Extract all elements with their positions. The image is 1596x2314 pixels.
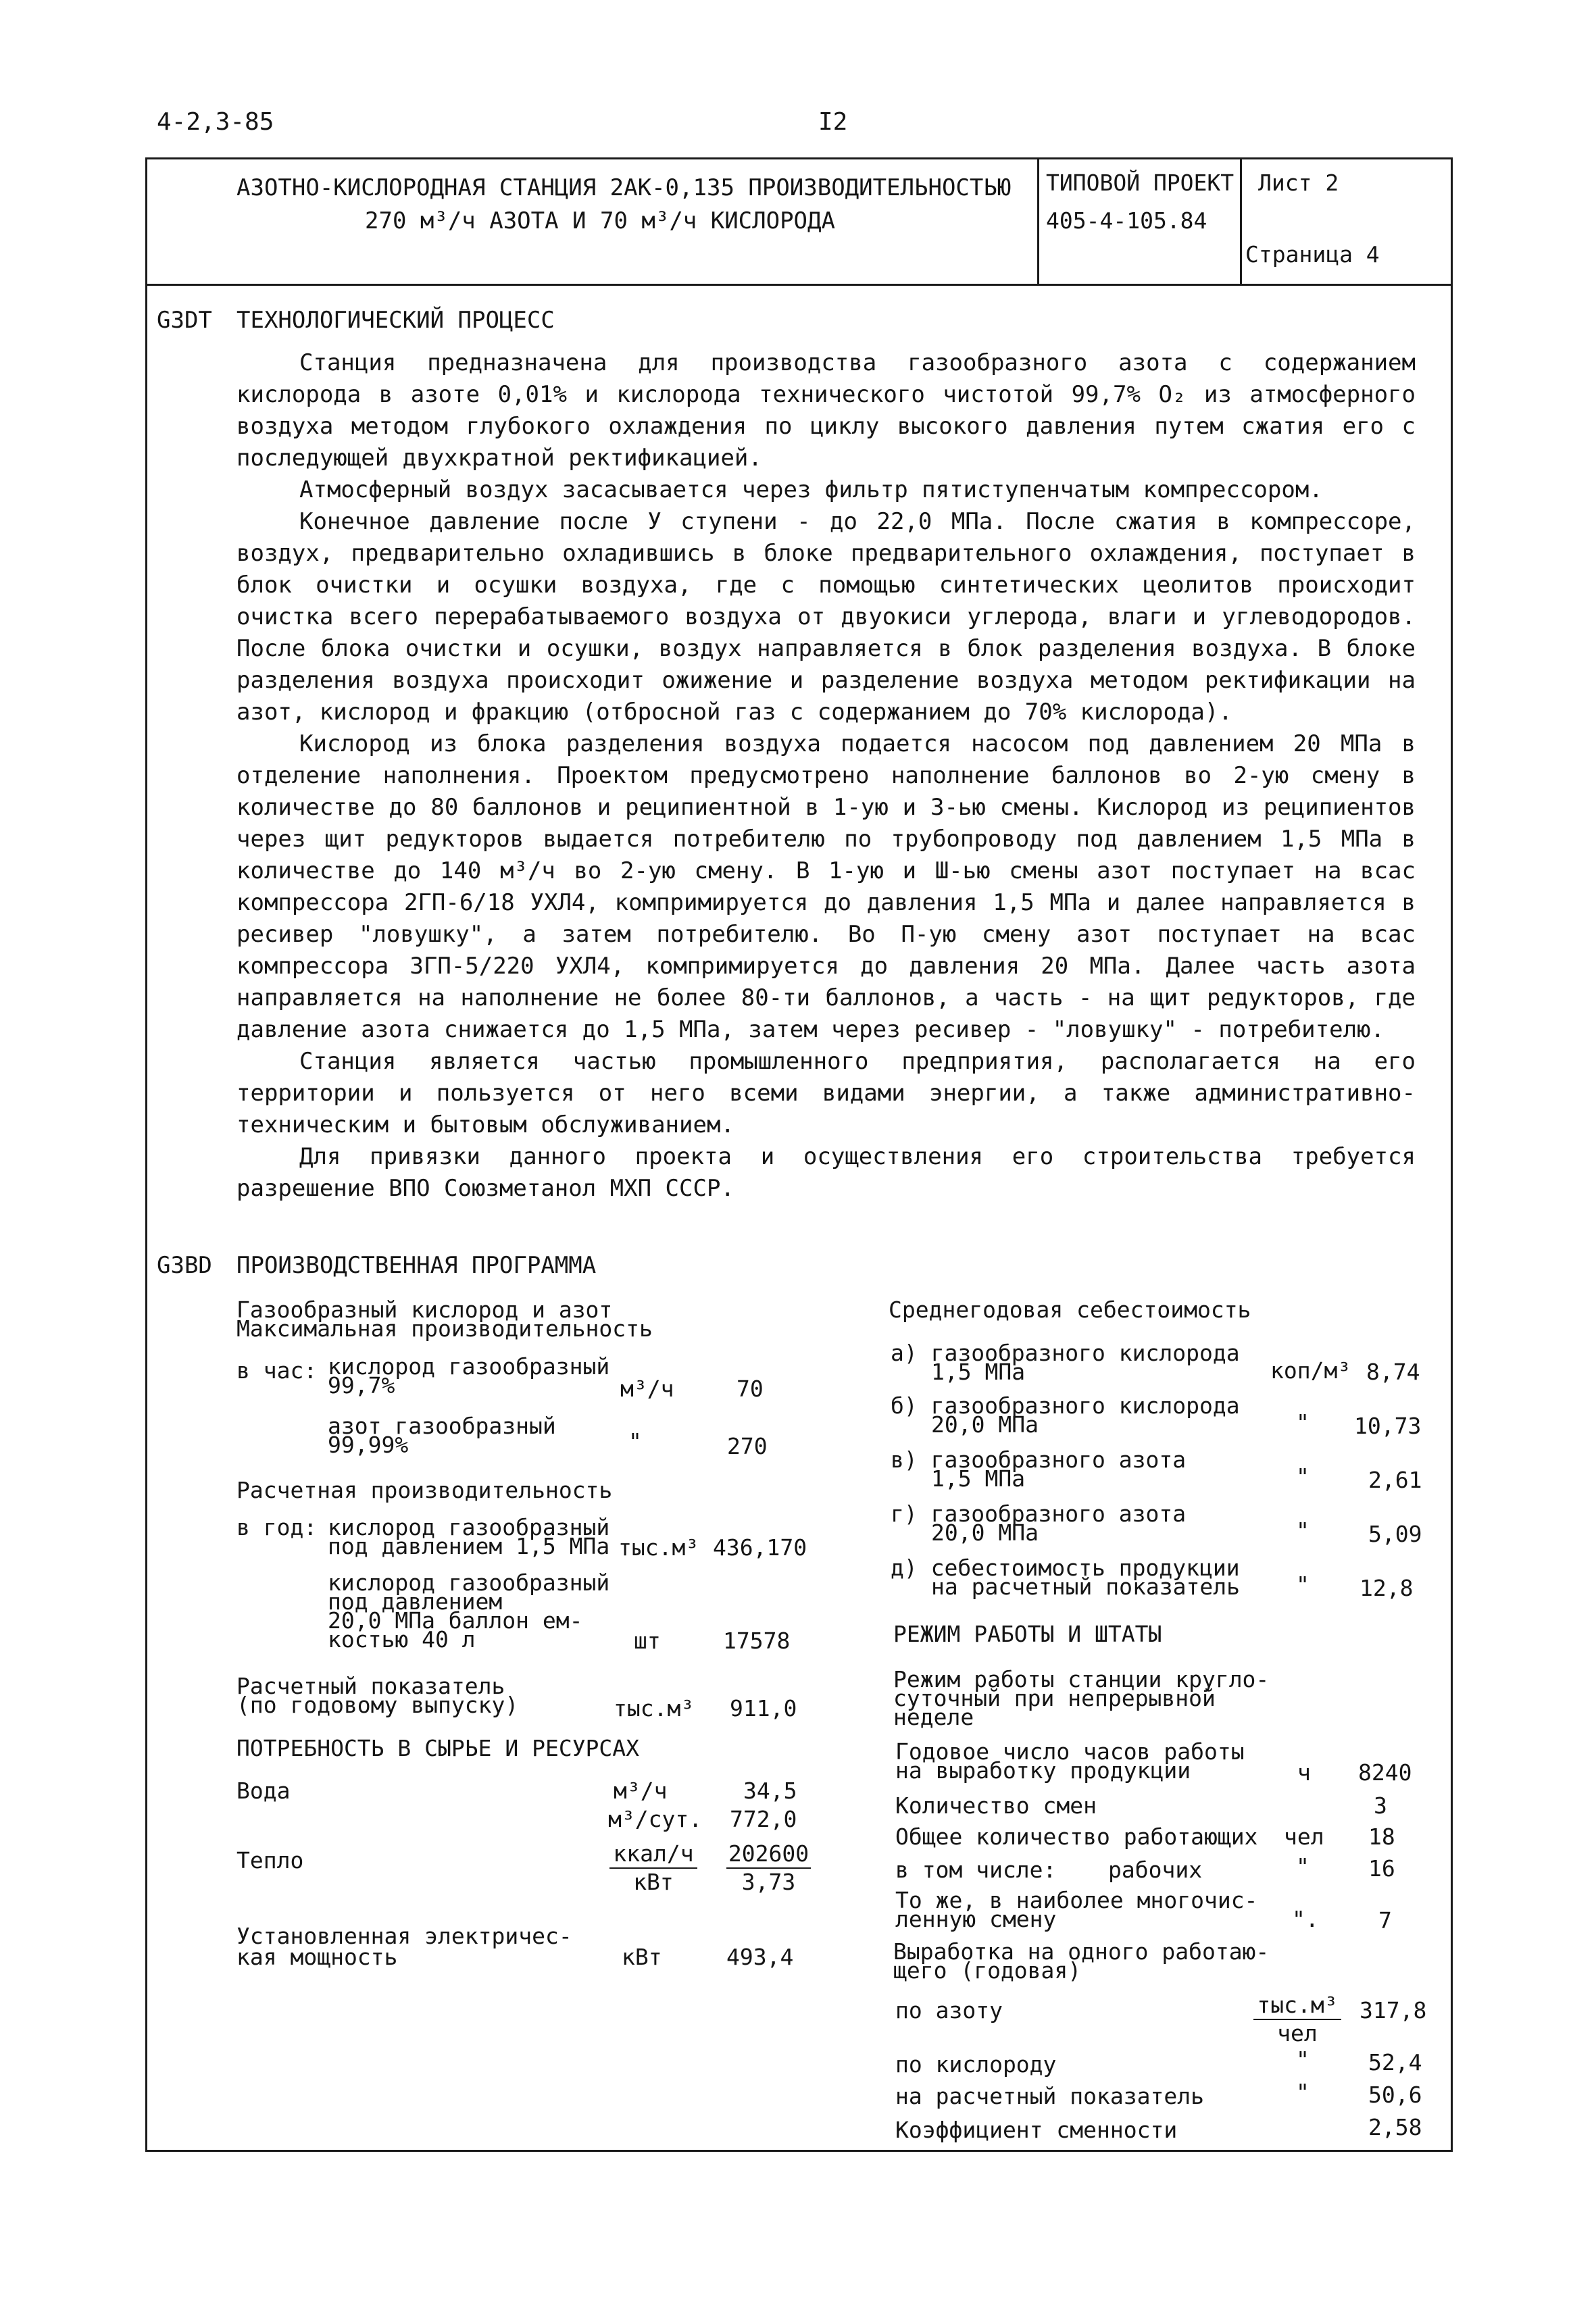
water-value-hour: 34,5 [743, 1778, 797, 1804]
title-block-divider-2 [1240, 157, 1242, 284]
document-title-line2: 270 м³/ч АЗОТА И 70 м³/ч КИСЛОРОДА [365, 207, 835, 234]
including-label: в том числе: [895, 1857, 1057, 1883]
per-year-prefix: в год: [236, 1514, 318, 1540]
cost-a-label-2: 1,5 МПа [931, 1359, 1026, 1385]
cost-b-label-2: 20,0 МПа [931, 1411, 1039, 1438]
hours-value: 8240 [1358, 1759, 1412, 1786]
output-n2-label: по азоту [895, 1997, 1003, 2023]
power-unit: кВт [622, 1944, 662, 1970]
o2-year-value: 436,170 [713, 1534, 807, 1561]
n2-hour-value: 270 [727, 1433, 768, 1459]
output-n2-unit [1253, 1992, 1341, 2047]
cost-a-value: 8,74 [1366, 1359, 1420, 1385]
cost-d-label-2: на расчетный показатель [931, 1574, 1240, 1600]
cost-v-label-2: 1,5 МПа [931, 1465, 1026, 1492]
tech-paragraph-1: Станция предназначена для производства газообразного азота с содержанием кислорода в азоте 0,01% и кислорода технического чистотой 99,7% O₂ из атмосферного воздуха методом глубокого охлаждения по циклу высокого давления путем сжатия его с последующей двухкратной ректификацией. [236, 349, 1416, 472]
tech-paragraph-6: Для привязки данного проекта и осуществления его строительства требуется разрешение ВПО Союзметанол МХП СССР. [236, 1143, 1416, 1202]
document-code: 4-2,3-85 [157, 108, 274, 136]
cost-g-unit: " [1296, 1517, 1310, 1544]
resources-heading: ПОТРЕБНОСТЬ В СЫРЬЕ И РЕСУРСАХ [236, 1735, 640, 1761]
cost-d-label-1: д) себестоимость продукции [891, 1555, 1240, 1581]
o2-cylinder-value: 17578 [723, 1628, 791, 1654]
cost-v-label-1: в) газообразного азота [891, 1447, 1187, 1473]
o2-cylinder-label-2: под давлением [328, 1588, 503, 1615]
n2-hour-label-1: азот газообразный [328, 1413, 556, 1439]
title-block-divider-1 [1037, 157, 1039, 284]
o2-cylinder-label-4: костью 40 л [328, 1626, 476, 1653]
o2-hour-value: 70 [737, 1376, 764, 1402]
work-mode-heading: РЕЖИМ РАБОТЫ И ШТАТЫ [893, 1621, 1162, 1647]
document-title-line1: АЗОТНО-КИСЛОРОДНАЯ СТАНЦИЯ 2АК-0,135 ПРОИЗВОДИТЕЛЬНОСТЬЮ [236, 174, 1012, 201]
cost-a-unit: коп/м³ [1270, 1357, 1351, 1384]
cost-d-value: 12,8 [1360, 1575, 1414, 1601]
cost-b-unit: " [1296, 1409, 1310, 1436]
o2-year-label-1: кислород газообразный [328, 1514, 610, 1540]
tech-paragraph-3: Конечное давление после У ступени - до 22,0 МПа. После сжатия в компрессоре, воздух, предварительно охладившись в блоке предварительного охлаждения, поступает в блок очистки и осушки воздуха, где с помощью синтетических цеолитов происходит очистка всего перерабатываемого воздуха от двуокиси углерода, влаги и углеводородов. После блока очистки и осушки, воздух направляется в блок разделения воздуха. В блоке разделения воздуха происходит ожижение и разделение воздуха методом ректификации на азот, кислород и фракцию (отбросной газ с содержанием до 70% кислорода). [236, 508, 1416, 726]
water-unit-hour: м³/ч [614, 1778, 668, 1804]
max-shift-label-1: То же, в наиболее многочис- [895, 1887, 1258, 1913]
output-label-2: щего (годовая) [893, 1957, 1082, 1984]
cost-a-label-1: а) газообразного кислорода [891, 1340, 1240, 1366]
heat-value-kcal: 202600 [726, 1840, 811, 1869]
output-n2-unit-bottom: чел [1277, 2020, 1318, 2046]
gas-heading: Газообразный кислород и азот [236, 1297, 613, 1323]
o2-hour-unit: м³/ч [620, 1376, 674, 1402]
water-label: Вода [236, 1778, 291, 1804]
o2-hour-label-1: кислород газообразный [328, 1353, 610, 1380]
per-hour-prefix: в час: [236, 1357, 318, 1384]
heat-unit-top: ккал/ч [609, 1840, 697, 1869]
tech-paragraph-5: Станция является частью промышленного предприятия, располагается на его территории и пользуется от него всеми видами энергии, а также административно-техническим и бытовым обслуживанием. [236, 1048, 1416, 1138]
water-unit-day: м³/сут. [608, 1806, 703, 1832]
water-value-day: 772,0 [730, 1806, 797, 1832]
cost-g-label-1: г) газообразного азота [891, 1501, 1187, 1527]
project-label: ТИПОВОЙ ПРОЕКТ [1046, 170, 1235, 196]
output-n2-value: 317,8 [1360, 1997, 1427, 2023]
work-mode-line-1: Режим работы станции кругло- [893, 1666, 1270, 1692]
o2-year-label-2: под давлением 1,5 МПа [328, 1533, 610, 1559]
cost-b-value: 10,73 [1354, 1413, 1422, 1439]
output-calc-label: на расчетный показатель [895, 2083, 1204, 2109]
heat-label: Тепло [236, 1847, 304, 1873]
shift-coef-label: Коэффициент сменности [895, 2117, 1178, 2143]
tech-paragraph-4: Кислород из блока разделения воздуха подается насосом под давлением 20 МПа в отделение наполнения. Проектом предусмотрено наполнение баллонов во 2-ую смену в количестве до 80 баллонов и реципиентной в 1-ую и 3-ью смены. Кислород из реципиентов через щит редукторов выдается потребителю по трубопроводу под давлением 1,5 МПа в количестве до 140 м³/ч во 2-ую смену. В 1-ую и Ш-ью смены азот поступает на всас компрессора 2ГП-6/18 УХЛ4, компримируется до давления 1,5 МПа и далее направляется в ресивер "ловушку", а затем потребителю. Во П-ую смену азот поступает на всас компрессора 3ГП-5/220 УХЛ4, компримируется до давления 20 МПа. Далее часть азота направляется на наполнение не более 80-ти баллонов, а часть - на щит редукторов, где давление азота снижается до 1,5 МПа, затем через ресивер - "ловушку" - потребителю. [236, 730, 1416, 1043]
indicator-label-1: Расчетный показатель [236, 1673, 505, 1699]
indicator-value: 911,0 [730, 1695, 797, 1721]
title-block-bottom-line [145, 284, 1453, 286]
indicator-label-2: (по годовому выпуску) [236, 1692, 519, 1718]
sheet-number: Лист 2 [1258, 170, 1339, 196]
staff-label: Общее количество работающих [895, 1823, 1258, 1850]
max-shift-value: 7 [1378, 1907, 1392, 1934]
output-calc-value: 50,6 [1368, 2082, 1422, 2108]
hours-unit: ч [1297, 1759, 1311, 1786]
work-mode-line-3: неделе [893, 1704, 974, 1730]
cost-g-label-2: 20,0 МПа [931, 1519, 1039, 1546]
o2-cylinder-label-3: 20,0 МПа баллон ем- [328, 1607, 583, 1634]
cost-v-value: 2,61 [1368, 1467, 1422, 1493]
o2-cylinder-label-1: кислород газообразный [328, 1569, 610, 1596]
calc-capacity-heading: Расчетная производительность [236, 1477, 613, 1503]
shift-coef-value: 2,58 [1368, 2114, 1422, 2140]
max-shift-label-2: ленную смену [895, 1906, 1057, 1932]
power-value: 493,4 [726, 1944, 794, 1970]
work-mode-line-2: суточный при непрерывной [893, 1685, 1216, 1711]
cost-d-unit: " [1296, 1571, 1310, 1598]
cost-v-unit: " [1296, 1463, 1310, 1490]
prod-section-title: ПРОИЗВОДСТВЕННАЯ ПРОГРАММА [236, 1252, 597, 1279]
max-shift-unit: ". [1292, 1906, 1319, 1932]
cost-b-label-1: б) газообразного кислорода [891, 1392, 1240, 1419]
project-number: 405-4-105.84 [1046, 207, 1207, 234]
output-calc-unit: " [1296, 2079, 1310, 2105]
cost-g-value: 5,09 [1368, 1521, 1422, 1547]
heat-unit [609, 1840, 697, 1896]
output-o2-label: по кислороду [895, 2051, 1057, 2078]
output-n2-unit-top: тыс.м³ [1253, 1992, 1341, 2020]
hours-label-2: на выработку продукции [895, 1757, 1191, 1784]
o2-hour-label-2: 99,7% [328, 1372, 395, 1399]
indicator-unit: тыс.м³ [614, 1695, 695, 1721]
workers-unit: " [1296, 1853, 1310, 1880]
cost-heading: Среднегодовая себестоимость [889, 1297, 1251, 1323]
max-capacity-heading: Максимальная производительность [236, 1315, 653, 1342]
prod-section-code: G3BD [157, 1252, 212, 1279]
o2-cylinder-unit: шт [634, 1628, 661, 1654]
hours-label-1: Годовое число часов работы [895, 1738, 1245, 1765]
page-label: Страница 4 [1245, 241, 1380, 268]
shifts-value: 3 [1374, 1792, 1387, 1819]
output-label-1: Выработка на одного работаю- [893, 1938, 1270, 1965]
heat-values [726, 1840, 811, 1896]
workers-label: рабочих [1108, 1857, 1203, 1883]
n2-hour-label-2: 99,99% [328, 1432, 409, 1458]
shifts-label: Количество смен [895, 1792, 1097, 1819]
o2-year-unit: тыс.м³ [618, 1534, 699, 1561]
power-label-1: Установленная электричес- [236, 1923, 572, 1949]
heat-unit-bottom: кВт [633, 1869, 674, 1895]
page-number: I2 [818, 108, 848, 136]
heat-value-kw: 3,73 [741, 1869, 796, 1895]
tech-section-title: ТЕХНОЛОГИЧЕСКИЙ ПРОЦЕСС [236, 307, 555, 334]
power-label-2: кая мощность [236, 1944, 398, 1970]
tech-section-code: G3DT [157, 307, 212, 334]
n2-hour-unit: " [628, 1428, 642, 1455]
tech-paragraph-2: Атмосферный воздух засасывается через фильтр пятиступенчатым компрессором. [299, 476, 1323, 503]
output-o2-value: 52,4 [1368, 2049, 1422, 2076]
staff-value: 18 [1368, 1823, 1395, 1850]
output-o2-unit: " [1296, 2046, 1310, 2073]
workers-value: 16 [1368, 1855, 1395, 1882]
staff-unit: чел [1284, 1823, 1324, 1850]
